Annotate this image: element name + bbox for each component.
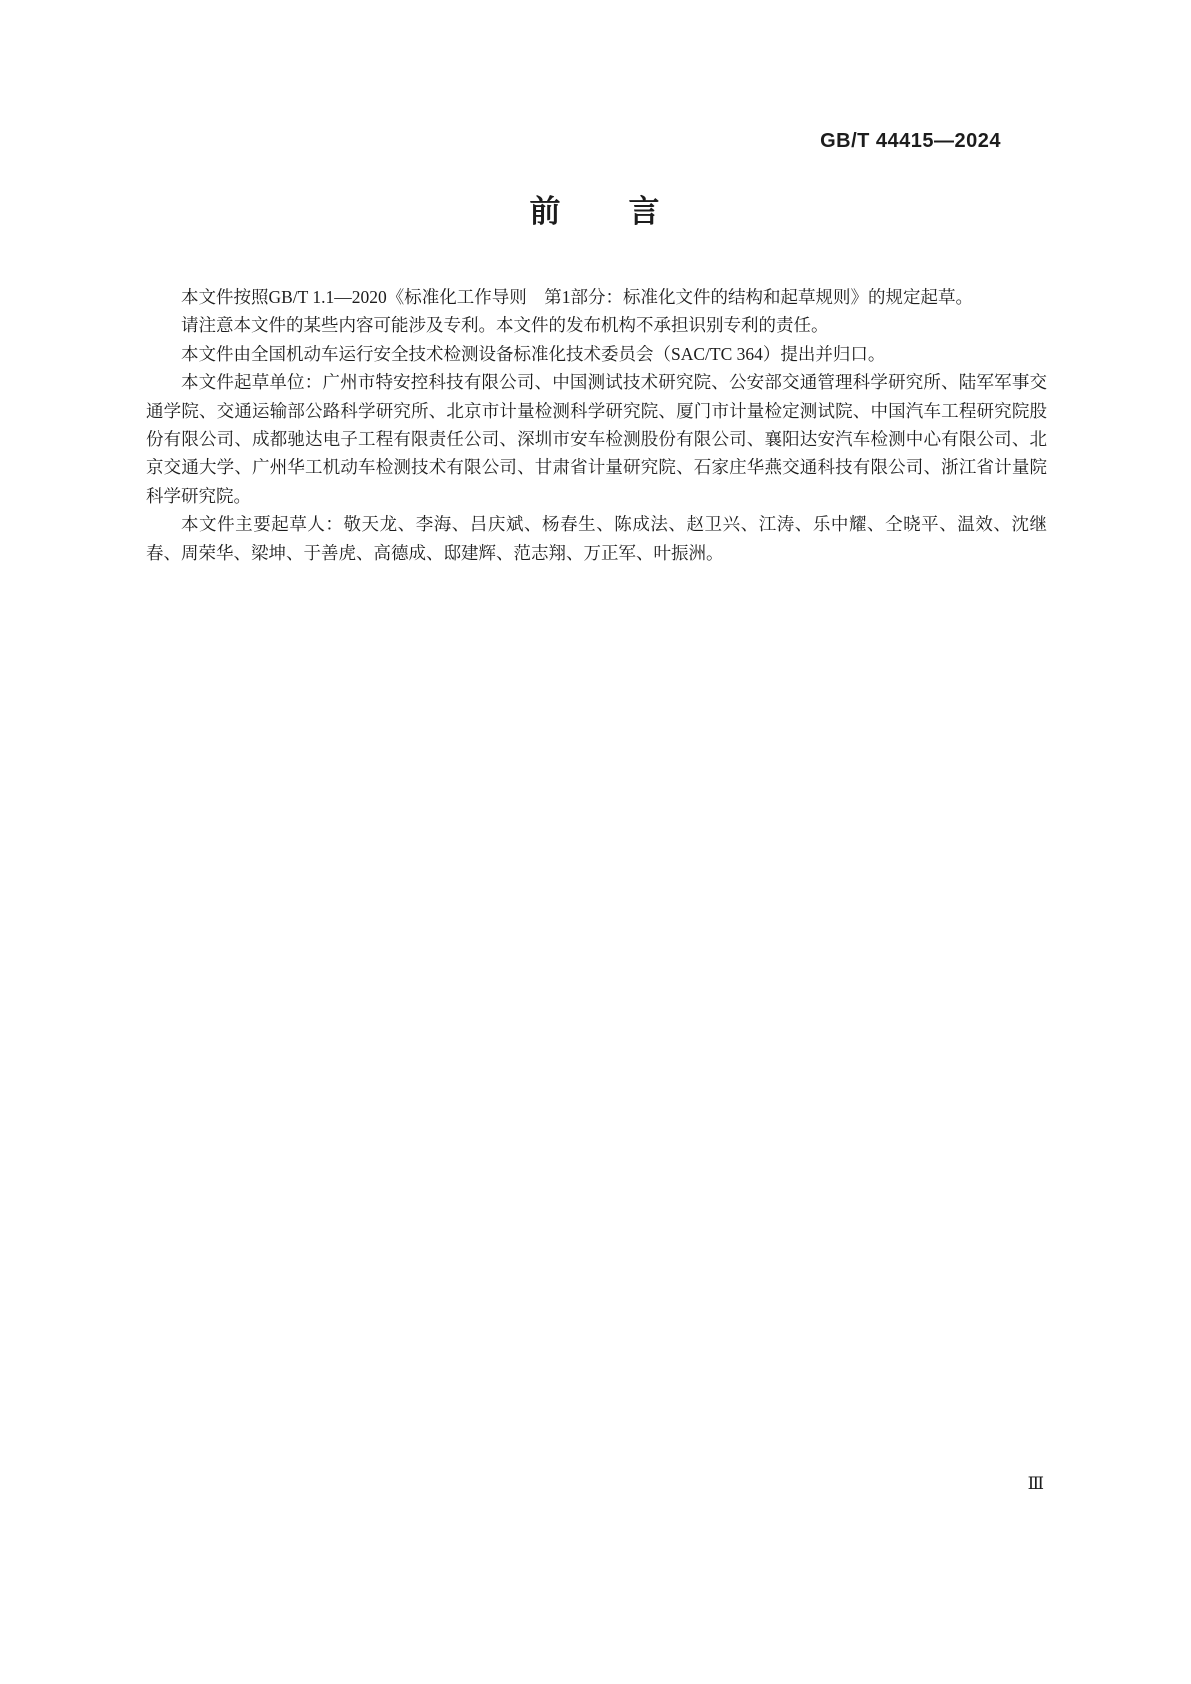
paragraph-drafting-organizations: 本文件起草单位：广州市特安控科技有限公司、中国测试技术研究院、公安部交通管理科学研究所、陆军军事交通学院、交通运输部公路科学研究所、北京市计量检测科学研究院、厦门市计量检定测试院、中国汽车工程研究院股份有限公司、成都驰达电子工程有限责任公司、深圳市安车检测股份有限公司、襄阳达安汽车检测中心有限公司、北京交通大学、广州华工机动车检测技术有限公司、甘肃省计量研究院、石家庄华燕交通科技有限公司、浙江省计量院科学研究院。 [146, 372, 1047, 506]
paragraph-main-drafters: 本文件主要起草人：敬天龙、李海、吕庆斌、杨春生、陈成法、赵卫兴、江涛、乐中耀、仝晓平、温效、沈继春、周荣华、梁坤、于善虎、高德成、邸建辉、范志翔、万正军、叶振洲。 [146, 514, 1047, 563]
page-title: 前 言 [529, 194, 662, 229]
page-number: Ⅲ [1027, 1474, 1044, 1493]
paragraph-drafting-rule: 本文件按照GB/T 1.1—2020《标准化工作导则 第1部分：标准化文件的结构和起草规则》的规定起草。 [181, 287, 974, 307]
standard-number: GB/T 44415—2024 [820, 130, 1001, 152]
foreword-body [146, 283, 1047, 567]
paragraph-committee: 本文件由全国机动车运行安全技术检测设备标准化技术委员会（SAC/TC 364）提出并归口。 [181, 343, 886, 364]
paragraph-patent-notice: 请注意本文件的某些内容可能涉及专利。本文件的发布机构不承担识别专利的责任。 [181, 315, 829, 336]
